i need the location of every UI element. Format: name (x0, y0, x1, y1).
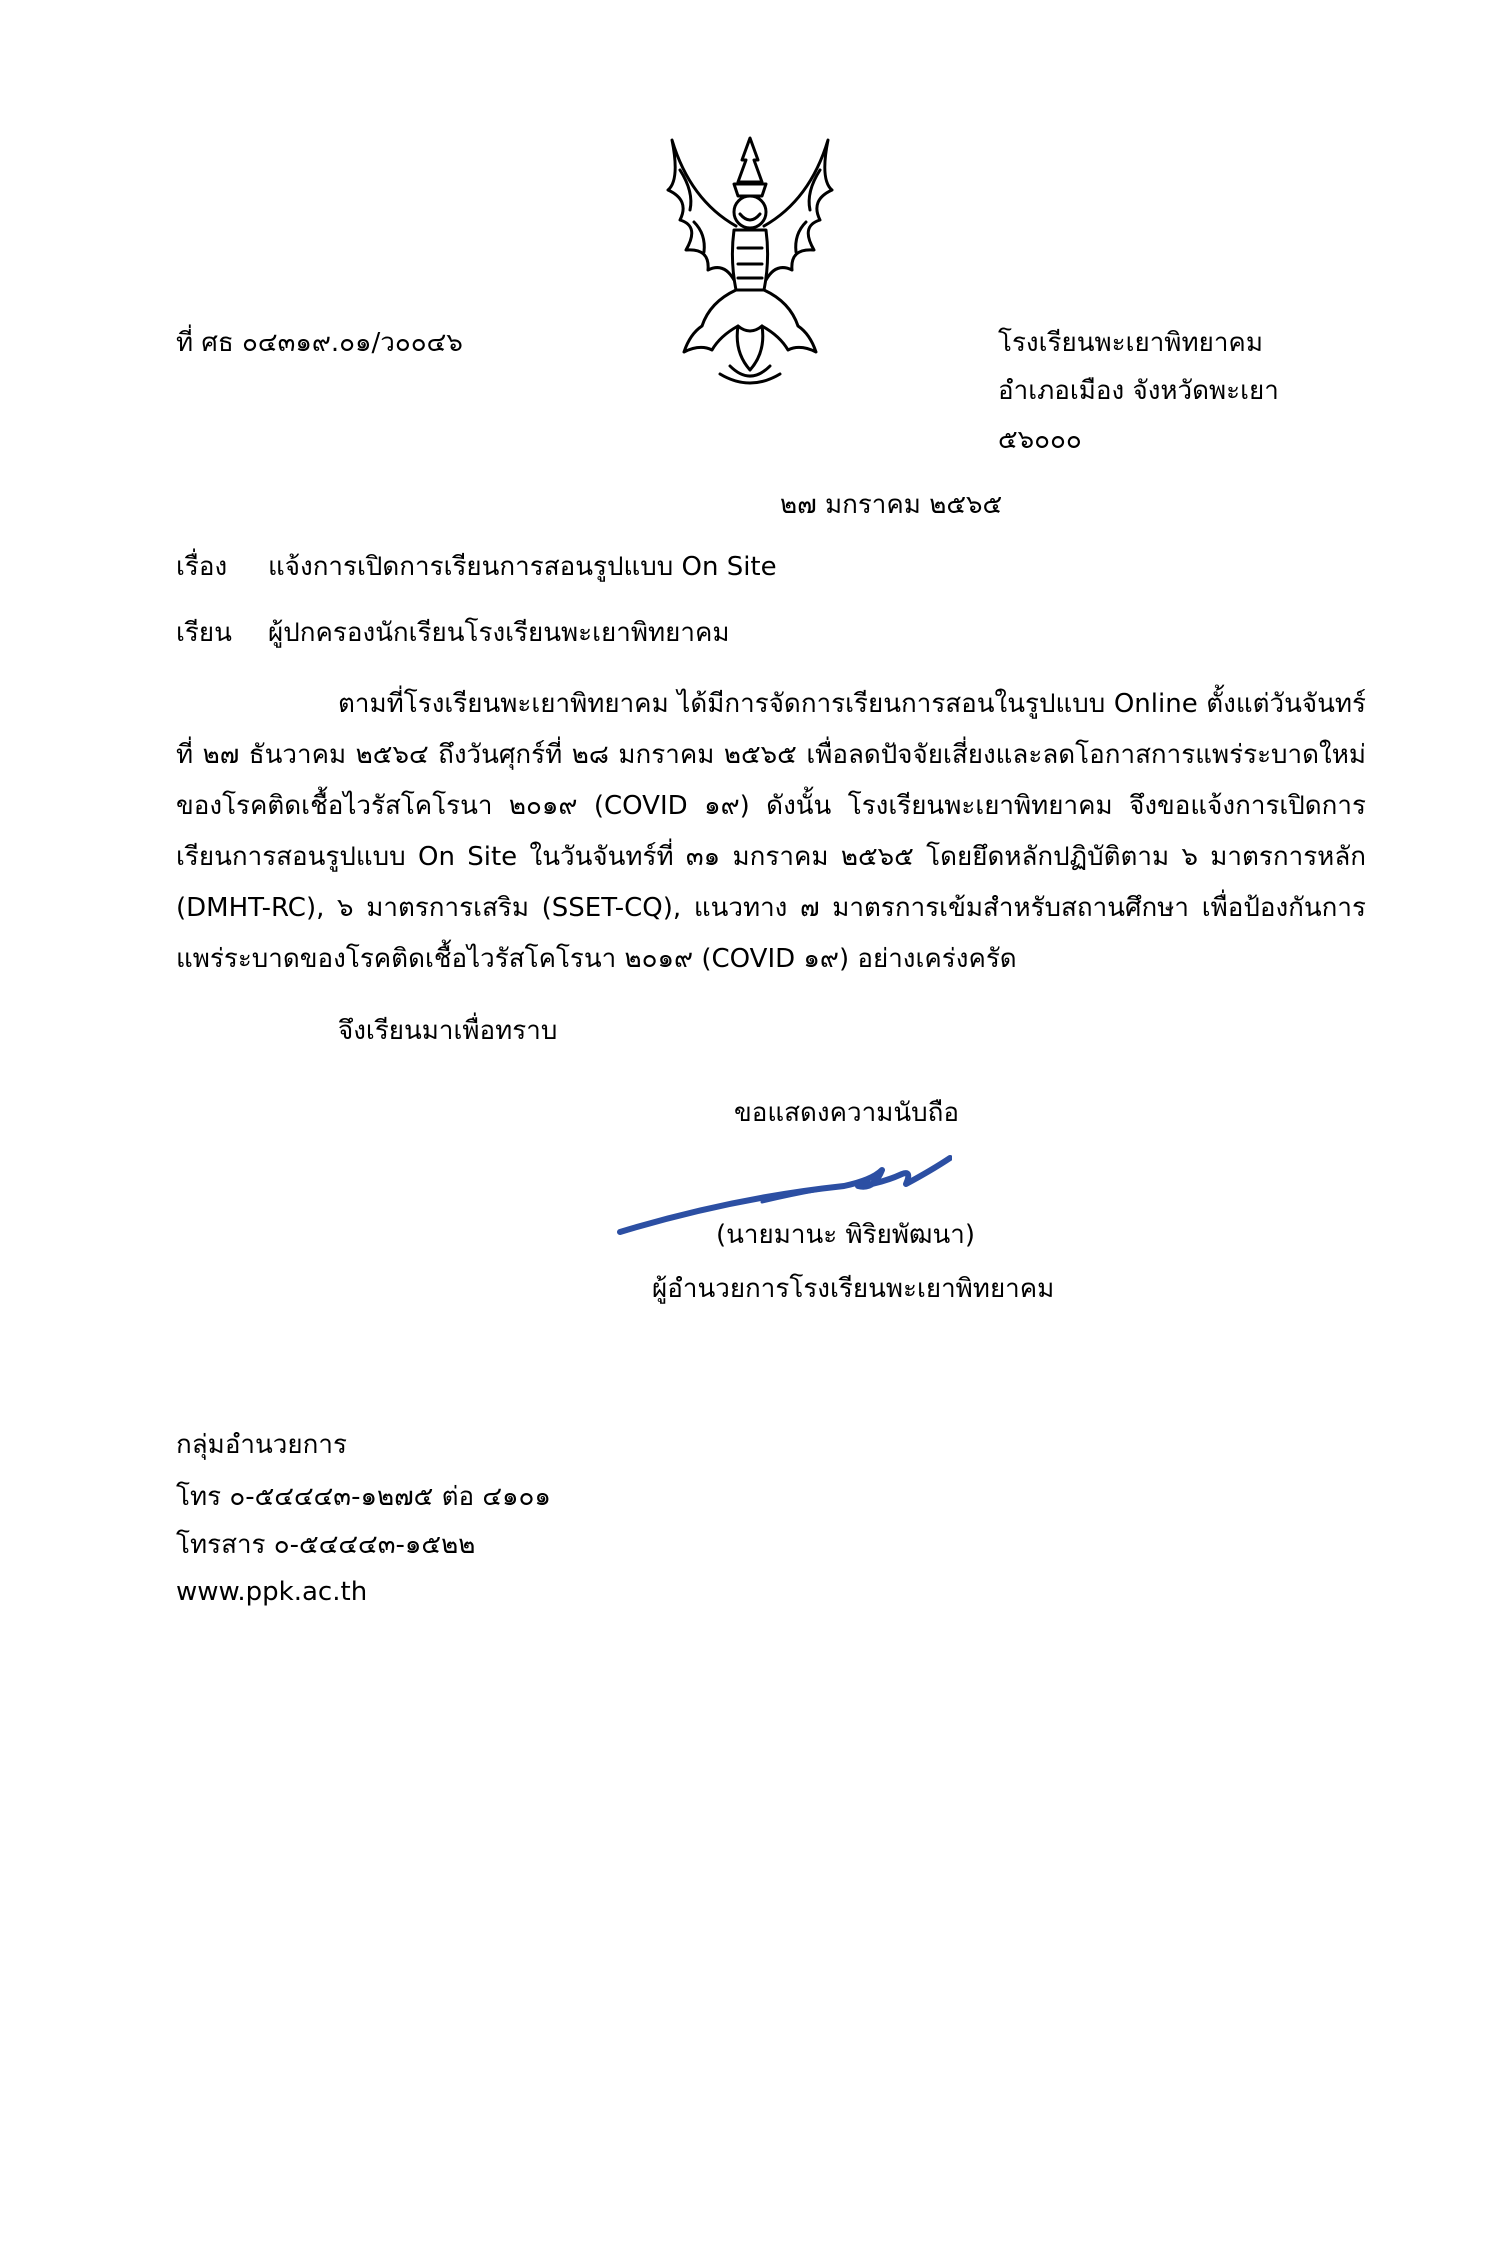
recipient-label: เรียน (176, 618, 232, 648)
footer-fax: โทรสาร ๐-๕๔๔๔๓-๑๕๒๒ (176, 1530, 476, 1560)
footer-website: www.ppk.ac.th (176, 1577, 368, 1607)
letter-body (176, 679, 1366, 985)
recipient-text: ผู้ปกครองนักเรียนโรงเรียนพะเยาพิทยาคม (268, 618, 730, 648)
subject-text: แจ้งการเปิดการเรียนการสอนรูปแบบ On Site (268, 552, 777, 582)
subject-line (176, 550, 777, 584)
signer-title: ผู้อำนวยการโรงเรียนพะเยาพิทยาคม (652, 1274, 1055, 1304)
sender-school-name: โรงเรียนพะเยาพิทยาคม (998, 328, 1263, 358)
footer-department: กลุ่มอำนวยการ (176, 1430, 347, 1460)
footer-phone: โทร ๐-๕๔๔๔๓-๑๒๗๕ ต่อ ๔๑๐๑ (176, 1482, 551, 1512)
body-paragraph: ตามที่โรงเรียนพะเยาพิทยาคม ได้มีการจัดการเรียนการสอนในรูปแบบ Online ตั้งแต่วันจันทร์ที่ ๒๗ ธันวาคม ๒๕๖๔ ถึงวันศุกร์ที่ ๒๘ มกราคม ๒๕๖๕ เพื่อลดปัจจัยเสี่ยงและลดโอกาสการแพร่ระบาดใหม่ของโรคติดเชื้อไวรัสโคโรนา ๒๐๑๙ (COVID ๑๙) ดังนั้น โรงเรียนพะเยาพิทยาคม จึงขอแจ้งการเปิดการเรียนการสอนรูปแบบ On Site ในวันจันทร์ที่ ๓๑ มกราคม ๒๕๖๕ โดยยึดหลักปฏิบัติตาม ๖ มาตรการหลัก (DMHT-RC), ๖ มาตรการเสริม (SSET-CQ), แนวทาง ๗ มาตรการเข้มสำหรับสถานศึกษา เพื่อป้องกันการแพร่ระบาดของโรคติดเชื้อไวรัสโคโรนา ๒๐๑๙ (COVID ๑๙) อย่างเคร่งครัด (176, 689, 1366, 974)
subject-label: เรื่อง (176, 552, 228, 582)
closing-line: จึงเรียนมาเพื่อทราบ (338, 1016, 558, 1046)
letter-date: ๒๗ มกราคม ๒๕๖๕ (780, 490, 1003, 520)
recipient-line (176, 616, 729, 650)
garuda-emblem-icon (650, 130, 850, 392)
sender-postal-code: ๕๖๐๐๐ (998, 425, 1082, 455)
regards-line: ขอแสดงความนับถือ (734, 1098, 959, 1128)
sender-district: อำเภอเมือง จังหวัดพะเยา (998, 376, 1279, 406)
reference-number: ที่ ศธ ๐๔๓๑๙.๐๑/ว๐๐๔๖ (176, 328, 463, 358)
signer-name: (นายมานะ พิริยพัฒนา) (716, 1220, 975, 1250)
